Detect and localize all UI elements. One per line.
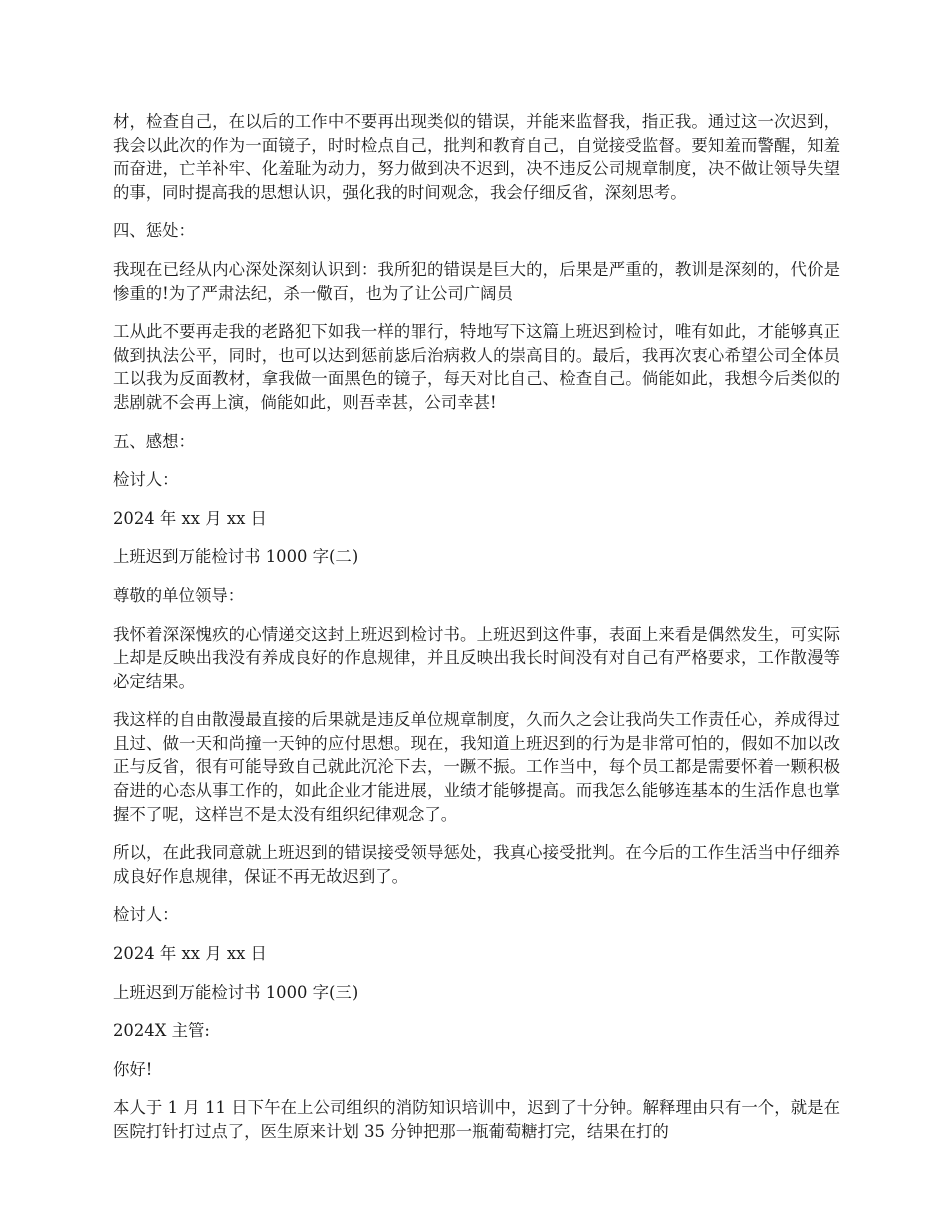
section-heading: 五、感想： [113, 431, 195, 451]
signature-label: 检讨人： [113, 905, 179, 925]
salutation: 2024X 主管: [113, 1021, 210, 1041]
salutation: 尊敬的单位领导： [113, 585, 245, 605]
document-title: 上班迟到万能检讨书 1000 字(三) [113, 982, 359, 1002]
paragraph: 我现在已经从内心深处深刻认识到：我所犯的错误是巨大的，后果是严重的，教训是深刻的，代价是惨重的!为了严肃法纪，杀一儆百，也为了让公司广阔员 [113, 259, 840, 303]
document-body [113, 110, 840, 1159]
date-line: 2024 年 xx 月 xx 日 [113, 508, 267, 528]
section-heading: 四、惩处： [113, 221, 195, 241]
paragraph: 材，检查自己，在以后的工作中不要再出现类似的错误，并能来监督我，指正我。通过这一次迟到，我会以此次的作为一面镜子，时时检点自己，批判和教育自己，自觉接受监督。要知羞而警醒，知羞而奋进，亡羊补牢、化羞耻为动力，努力做到决不迟到，决不违反公司规章制度，决不做让领导失望的事，同时提高我的思想认识，强化我的时间观念，我会仔细反省，深刻思考。 [113, 112, 840, 202]
document-title: 上班迟到万能检讨书 1000 字(二) [113, 547, 359, 567]
paragraph: 我这样的自由散漫最直接的后果就是违反单位规章制度，久而久之会让我尚失工作责任心，养成得过且过、做一天和尚撞一天钟的应付思想。现在，我知道上班迟到的行为是非常可怕的，假如不加以改正与反省，很有可能导致自己就此沉沦下去，一蹶不振。工作当中，每个员工都是需要怀着一颗积极奋进的心态从事工作的，如此企业才能进展，业绩才能够提高。而我怎么能够连基本的生活作息也掌握不了呢，这样岂不是太没有组织纪律观念了。 [113, 710, 840, 824]
signature-label: 检讨人： [113, 470, 179, 490]
paragraph: 我怀着深深愧疚的心情递交这封上班迟到检讨书。上班迟到这件事，表面上来看是偶然发生，可实际上却是反映出我没有养成良好的作息规律，并且反映出我长时间没有对自己有严格要求，工作散漫等必定结果。 [113, 624, 840, 691]
paragraph: 本人于 1 月 11 日下午在上公司组织的消防知识培训中，迟到了十分钟。解释理由只有一个，就是在医院打针打过点了，医生原来计划 35 分钟把那一瓶葡萄糖打完，结果在打的 [113, 1098, 840, 1141]
paragraph: 所以，在此我同意就上班迟到的错误接受领导惩处，我真心接受批判。在今后的工作生活当中仔细养成良好作息规律，保证不再无故迟到了。 [113, 843, 840, 886]
paragraph: 工从此不要再走我的老路犯下如我一样的罪行，特地写下这篇上班迟到检讨，唯有如此，才能够真正做到执法公平，同时，也可以达到惩前毖后治病救人的崇高目的。最后，我再次衷心希望公司全体员工以我为反面教材，拿我做一面黑色的镜子，每天对比自己、检查自己。倘能如此，我想今后类似的悲剧就不会再上演，倘能如此，则吾幸甚，公司幸甚! [113, 322, 840, 412]
date-line: 2024 年 xx 月 xx 日 [113, 944, 267, 964]
greeting: 你好! [113, 1059, 153, 1079]
